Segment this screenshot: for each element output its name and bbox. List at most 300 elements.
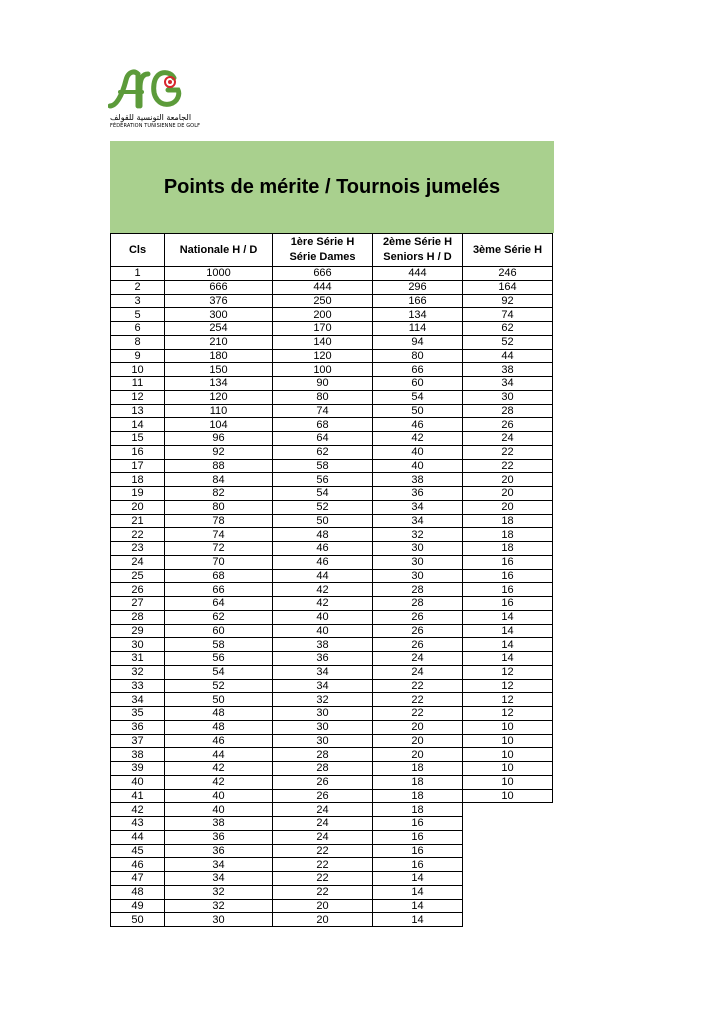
table-row [111, 734, 553, 748]
cell-cls: 23 [111, 542, 165, 556]
cell-2eme-serie: 28 [373, 597, 463, 611]
cell-2eme-serie: 14 [373, 885, 463, 899]
cell-cls: 29 [111, 624, 165, 638]
cell-1ere-serie: 170 [273, 322, 373, 336]
cell-1ere-serie: 30 [273, 720, 373, 734]
table-row [111, 500, 553, 514]
cell-1ere-serie: 26 [273, 789, 373, 803]
cell-1ere-serie: 90 [273, 377, 373, 391]
cell-2eme-serie: 26 [373, 638, 463, 652]
cell-nationale: 48 [165, 707, 273, 721]
cell-2eme-serie: 22 [373, 693, 463, 707]
table-row [111, 322, 553, 336]
cell-nationale: 50 [165, 693, 273, 707]
table-row [111, 555, 553, 569]
cell-cls: 45 [111, 844, 165, 858]
cell-2eme-serie: 14 [373, 872, 463, 886]
cell-nationale: 54 [165, 665, 273, 679]
cell-3eme-serie: 62 [463, 322, 553, 336]
cell-1ere-serie: 20 [273, 899, 373, 913]
cell-nationale: 1000 [165, 267, 273, 281]
cell-3eme-serie: 92 [463, 294, 553, 308]
table-row [111, 267, 553, 281]
cell-2eme-serie: 14 [373, 913, 463, 927]
cell-1ere-serie: 22 [273, 885, 373, 899]
cell-cls: 3 [111, 294, 165, 308]
cell-1ere-serie: 58 [273, 459, 373, 473]
table-row [111, 445, 553, 459]
table-row [111, 872, 553, 886]
cell-1ere-serie: 46 [273, 542, 373, 556]
cell-2eme-serie: 114 [373, 322, 463, 336]
cell-2eme-serie: 20 [373, 734, 463, 748]
cell-3eme-serie [463, 872, 553, 886]
cell-2eme-serie: 38 [373, 473, 463, 487]
cell-1ere-serie: 40 [273, 624, 373, 638]
table-row [111, 789, 553, 803]
cell-3eme-serie [463, 885, 553, 899]
cell-2eme-serie: 26 [373, 624, 463, 638]
cell-1ere-serie: 22 [273, 872, 373, 886]
cell-2eme-serie: 24 [373, 652, 463, 666]
cell-3eme-serie [463, 858, 553, 872]
cell-1ere-serie: 34 [273, 665, 373, 679]
cell-1ere-serie: 42 [273, 597, 373, 611]
col-header-2eme-serie: 2ème Série H Seniors H / D [373, 234, 463, 267]
cell-2eme-serie: 28 [373, 583, 463, 597]
cell-cls: 11 [111, 377, 165, 391]
cell-3eme-serie: 10 [463, 734, 553, 748]
cell-2eme-serie: 18 [373, 762, 463, 776]
cell-cls: 21 [111, 514, 165, 528]
cell-cls: 13 [111, 404, 165, 418]
cell-cls: 38 [111, 748, 165, 762]
cell-2eme-serie: 30 [373, 542, 463, 556]
table-row [111, 762, 553, 776]
cell-nationale: 120 [165, 390, 273, 404]
cell-nationale: 180 [165, 349, 273, 363]
cell-3eme-serie: 24 [463, 432, 553, 446]
cell-nationale: 30 [165, 913, 273, 927]
cell-nationale: 376 [165, 294, 273, 308]
cell-nationale: 52 [165, 679, 273, 693]
cell-2eme-serie: 50 [373, 404, 463, 418]
cell-3eme-serie: 246 [463, 267, 553, 281]
table-row [111, 569, 553, 583]
cell-3eme-serie: 10 [463, 762, 553, 776]
table-row [111, 693, 553, 707]
merit-points-table [110, 233, 553, 927]
cell-cls: 42 [111, 803, 165, 817]
table-row [111, 597, 553, 611]
cell-cls: 28 [111, 610, 165, 624]
cell-1ere-serie: 74 [273, 404, 373, 418]
cell-1ere-serie: 46 [273, 555, 373, 569]
table-header-row [111, 234, 553, 267]
table-row [111, 335, 553, 349]
cell-2eme-serie: 18 [373, 803, 463, 817]
cell-1ere-serie: 48 [273, 528, 373, 542]
cell-3eme-serie: 18 [463, 514, 553, 528]
cell-2eme-serie: 94 [373, 335, 463, 349]
cell-2eme-serie: 22 [373, 707, 463, 721]
cell-2eme-serie: 66 [373, 363, 463, 377]
cell-3eme-serie: 20 [463, 500, 553, 514]
cell-cls: 14 [111, 418, 165, 432]
table-row [111, 775, 553, 789]
table-row [111, 542, 553, 556]
cell-1ere-serie: 666 [273, 267, 373, 281]
cell-nationale: 110 [165, 404, 273, 418]
cell-3eme-serie: 14 [463, 638, 553, 652]
cell-nationale: 84 [165, 473, 273, 487]
cell-cls: 27 [111, 597, 165, 611]
cell-1ere-serie: 42 [273, 583, 373, 597]
table-row [111, 418, 553, 432]
cell-1ere-serie: 54 [273, 487, 373, 501]
cell-3eme-serie: 16 [463, 555, 553, 569]
cell-3eme-serie: 16 [463, 583, 553, 597]
cell-cls: 12 [111, 390, 165, 404]
cell-nationale: 88 [165, 459, 273, 473]
cell-nationale: 48 [165, 720, 273, 734]
cell-cls: 24 [111, 555, 165, 569]
cell-2eme-serie: 20 [373, 748, 463, 762]
cell-nationale: 254 [165, 322, 273, 336]
cell-cls: 33 [111, 679, 165, 693]
cell-nationale: 60 [165, 624, 273, 638]
cell-2eme-serie: 18 [373, 789, 463, 803]
cell-2eme-serie: 34 [373, 514, 463, 528]
cell-cls: 8 [111, 335, 165, 349]
cell-2eme-serie: 14 [373, 899, 463, 913]
cell-nationale: 70 [165, 555, 273, 569]
page-title: Points de mérite / Tournois jumelés [163, 175, 501, 198]
cell-1ere-serie: 28 [273, 748, 373, 762]
cell-cls: 5 [111, 308, 165, 322]
cell-2eme-serie: 24 [373, 665, 463, 679]
cell-1ere-serie: 100 [273, 363, 373, 377]
cell-3eme-serie: 52 [463, 335, 553, 349]
cell-2eme-serie: 80 [373, 349, 463, 363]
cell-1ere-serie: 22 [273, 858, 373, 872]
cell-nationale: 92 [165, 445, 273, 459]
cell-cls: 49 [111, 899, 165, 913]
cell-2eme-serie: 46 [373, 418, 463, 432]
cell-1ere-serie: 34 [273, 679, 373, 693]
cell-nationale: 34 [165, 872, 273, 886]
cell-3eme-serie [463, 830, 553, 844]
cell-2eme-serie: 22 [373, 679, 463, 693]
cell-2eme-serie: 36 [373, 487, 463, 501]
cell-3eme-serie [463, 844, 553, 858]
cell-3eme-serie: 74 [463, 308, 553, 322]
cell-1ere-serie: 52 [273, 500, 373, 514]
cell-1ere-serie: 200 [273, 308, 373, 322]
cell-3eme-serie: 14 [463, 610, 553, 624]
cell-1ere-serie: 32 [273, 693, 373, 707]
table-row [111, 349, 553, 363]
cell-2eme-serie: 40 [373, 445, 463, 459]
cell-2eme-serie: 16 [373, 844, 463, 858]
cell-cls: 43 [111, 817, 165, 831]
cell-cls: 44 [111, 830, 165, 844]
cell-nationale: 300 [165, 308, 273, 322]
table-row [111, 652, 553, 666]
table-row [111, 280, 553, 294]
table-row [111, 858, 553, 872]
cell-nationale: 210 [165, 335, 273, 349]
cell-nationale: 150 [165, 363, 273, 377]
cell-cls: 39 [111, 762, 165, 776]
cell-1ere-serie: 28 [273, 762, 373, 776]
table-row [111, 487, 553, 501]
cell-3eme-serie: 34 [463, 377, 553, 391]
table-row [111, 610, 553, 624]
cell-cls: 26 [111, 583, 165, 597]
table-row [111, 308, 553, 322]
cell-3eme-serie [463, 817, 553, 831]
cell-3eme-serie: 22 [463, 459, 553, 473]
cell-1ere-serie: 68 [273, 418, 373, 432]
cell-3eme-serie: 20 [463, 473, 553, 487]
cell-3eme-serie: 30 [463, 390, 553, 404]
cell-1ere-serie: 44 [273, 569, 373, 583]
cell-2eme-serie: 16 [373, 858, 463, 872]
cell-nationale: 34 [165, 858, 273, 872]
cell-cls: 47 [111, 872, 165, 886]
cell-1ere-serie: 38 [273, 638, 373, 652]
ftg-logo [108, 66, 201, 136]
cell-1ere-serie: 56 [273, 473, 373, 487]
cell-2eme-serie: 60 [373, 377, 463, 391]
table-row [111, 624, 553, 638]
table-row [111, 817, 553, 831]
cell-2eme-serie: 26 [373, 610, 463, 624]
cell-1ere-serie: 62 [273, 445, 373, 459]
cell-1ere-serie: 40 [273, 610, 373, 624]
cell-2eme-serie: 16 [373, 817, 463, 831]
cell-1ere-serie: 80 [273, 390, 373, 404]
cell-cls: 25 [111, 569, 165, 583]
cell-cls: 50 [111, 913, 165, 927]
cell-3eme-serie: 26 [463, 418, 553, 432]
cell-3eme-serie: 44 [463, 349, 553, 363]
cell-3eme-serie: 18 [463, 542, 553, 556]
table-row [111, 459, 553, 473]
cell-cls: 18 [111, 473, 165, 487]
cell-1ere-serie: 20 [273, 913, 373, 927]
cell-nationale: 80 [165, 500, 273, 514]
cell-2eme-serie: 20 [373, 720, 463, 734]
cell-cls: 17 [111, 459, 165, 473]
table-row [111, 899, 553, 913]
cell-3eme-serie: 10 [463, 775, 553, 789]
cell-1ere-serie: 24 [273, 803, 373, 817]
table-row [111, 583, 553, 597]
cell-1ere-serie: 250 [273, 294, 373, 308]
cell-2eme-serie: 444 [373, 267, 463, 281]
cell-2eme-serie: 30 [373, 569, 463, 583]
cell-cls: 16 [111, 445, 165, 459]
cell-cls: 6 [111, 322, 165, 336]
table-row [111, 638, 553, 652]
cell-2eme-serie: 42 [373, 432, 463, 446]
cell-nationale: 72 [165, 542, 273, 556]
cell-3eme-serie: 28 [463, 404, 553, 418]
cell-nationale: 134 [165, 377, 273, 391]
cell-cls: 15 [111, 432, 165, 446]
table-row [111, 679, 553, 693]
cell-2eme-serie: 16 [373, 830, 463, 844]
cell-3eme-serie: 10 [463, 748, 553, 762]
cell-1ere-serie: 30 [273, 734, 373, 748]
cell-cls: 35 [111, 707, 165, 721]
cell-3eme-serie: 16 [463, 569, 553, 583]
table-row [111, 363, 553, 377]
cell-3eme-serie: 38 [463, 363, 553, 377]
table-row [111, 665, 553, 679]
col-header-nationale: Nationale H / D [165, 234, 273, 267]
cell-1ere-serie: 24 [273, 817, 373, 831]
cell-cls: 30 [111, 638, 165, 652]
cell-nationale: 42 [165, 762, 273, 776]
cell-3eme-serie [463, 899, 553, 913]
cell-nationale: 42 [165, 775, 273, 789]
cell-nationale: 68 [165, 569, 273, 583]
cell-1ere-serie: 26 [273, 775, 373, 789]
cell-3eme-serie [463, 803, 553, 817]
cell-2eme-serie: 34 [373, 500, 463, 514]
table-row [111, 913, 553, 927]
table-row [111, 528, 553, 542]
cell-1ere-serie: 24 [273, 830, 373, 844]
cell-cls: 31 [111, 652, 165, 666]
cell-nationale: 58 [165, 638, 273, 652]
logo-arabic-text: الجامعة التونسية للقولف [110, 113, 192, 122]
cell-nationale: 66 [165, 583, 273, 597]
cell-cls: 32 [111, 665, 165, 679]
cell-cls: 1 [111, 267, 165, 281]
cell-3eme-serie: 14 [463, 624, 553, 638]
cell-3eme-serie: 16 [463, 597, 553, 611]
cell-2eme-serie: 32 [373, 528, 463, 542]
cell-1ere-serie: 30 [273, 707, 373, 721]
cell-nationale: 666 [165, 280, 273, 294]
cell-nationale: 82 [165, 487, 273, 501]
cell-nationale: 44 [165, 748, 273, 762]
table-row [111, 390, 553, 404]
cell-cls: 20 [111, 500, 165, 514]
title-band [110, 141, 554, 233]
cell-nationale: 96 [165, 432, 273, 446]
cell-cls: 22 [111, 528, 165, 542]
cell-nationale: 32 [165, 899, 273, 913]
col-header-3eme-serie: 3ème Série H [463, 234, 553, 267]
cell-2eme-serie: 166 [373, 294, 463, 308]
logo-french-text: FÉDÉRATION TUNISIENNE DE GOLF [110, 123, 201, 129]
cell-nationale: 38 [165, 817, 273, 831]
table-row [111, 803, 553, 817]
cell-cls: 37 [111, 734, 165, 748]
cell-1ere-serie: 444 [273, 280, 373, 294]
cell-3eme-serie: 164 [463, 280, 553, 294]
cell-3eme-serie: 18 [463, 528, 553, 542]
cell-2eme-serie: 30 [373, 555, 463, 569]
cell-1ere-serie: 22 [273, 844, 373, 858]
ftg-logo-mark-icon [108, 66, 188, 112]
cell-cls: 40 [111, 775, 165, 789]
col-header-1ere-serie: 1ère Série H Série Dames [273, 234, 373, 267]
cell-nationale: 40 [165, 803, 273, 817]
cell-cls: 19 [111, 487, 165, 501]
cell-cls: 34 [111, 693, 165, 707]
cell-nationale: 104 [165, 418, 273, 432]
table-row [111, 885, 553, 899]
cell-3eme-serie [463, 913, 553, 927]
table-row [111, 473, 553, 487]
cell-1ere-serie: 64 [273, 432, 373, 446]
table-row [111, 748, 553, 762]
cell-cls: 10 [111, 363, 165, 377]
cell-cls: 36 [111, 720, 165, 734]
col-header-cls: Cls [111, 234, 165, 267]
cell-nationale: 36 [165, 830, 273, 844]
table-row [111, 404, 553, 418]
cell-3eme-serie: 10 [463, 789, 553, 803]
cell-cls: 9 [111, 349, 165, 363]
cell-1ere-serie: 140 [273, 335, 373, 349]
cell-3eme-serie: 12 [463, 693, 553, 707]
cell-nationale: 40 [165, 789, 273, 803]
table-body [111, 267, 553, 927]
cell-cls: 48 [111, 885, 165, 899]
cell-nationale: 62 [165, 610, 273, 624]
cell-nationale: 74 [165, 528, 273, 542]
cell-3eme-serie: 22 [463, 445, 553, 459]
cell-nationale: 78 [165, 514, 273, 528]
table-row [111, 377, 553, 391]
cell-2eme-serie: 18 [373, 775, 463, 789]
cell-2eme-serie: 40 [373, 459, 463, 473]
cell-1ere-serie: 50 [273, 514, 373, 528]
cell-nationale: 36 [165, 844, 273, 858]
table-row [111, 432, 553, 446]
table-row [111, 830, 553, 844]
cell-cls: 41 [111, 789, 165, 803]
table-row [111, 514, 553, 528]
cell-3eme-serie: 12 [463, 707, 553, 721]
cell-cls: 2 [111, 280, 165, 294]
cell-2eme-serie: 134 [373, 308, 463, 322]
cell-nationale: 46 [165, 734, 273, 748]
table-row [111, 844, 553, 858]
cell-nationale: 32 [165, 885, 273, 899]
table-row [111, 707, 553, 721]
cell-3eme-serie: 12 [463, 665, 553, 679]
cell-3eme-serie: 14 [463, 652, 553, 666]
cell-3eme-serie: 20 [463, 487, 553, 501]
table-row [111, 720, 553, 734]
table-row [111, 294, 553, 308]
cell-2eme-serie: 296 [373, 280, 463, 294]
cell-3eme-serie: 10 [463, 720, 553, 734]
cell-cls: 46 [111, 858, 165, 872]
cell-2eme-serie: 54 [373, 390, 463, 404]
cell-nationale: 56 [165, 652, 273, 666]
cell-nationale: 64 [165, 597, 273, 611]
cell-3eme-serie: 12 [463, 679, 553, 693]
